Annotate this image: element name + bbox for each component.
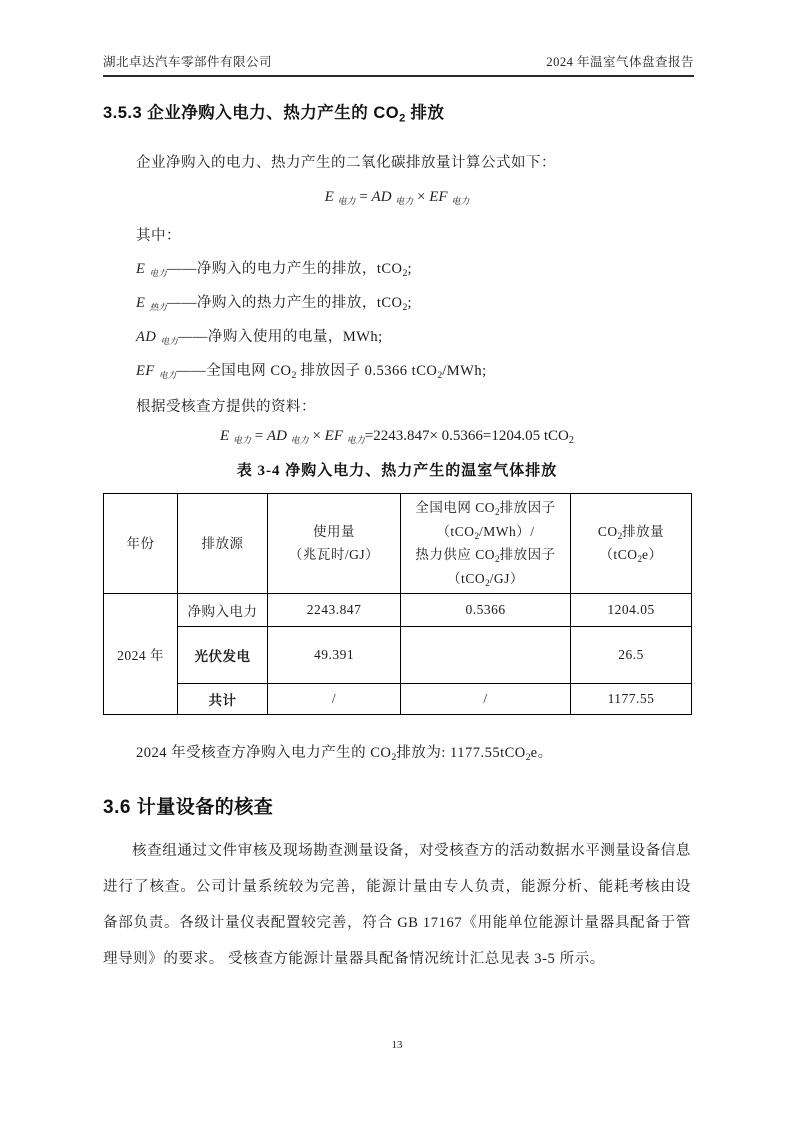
definition-line-ad: AD $_{电力}$——净购入使用的电量，MWh; <box>136 328 383 346</box>
intro-paragraph: 企业净购入的电力、热力产生的二氧化碳排放量计算公式如下： <box>136 155 556 172</box>
table-row-total <box>104 684 692 715</box>
emission-formula: E $_{电力}$ = AD $_{电力}$ × EF $_{电力}$ <box>324 189 470 207</box>
table-3-4-caption: 表 3-4 净购入电力、热力产生的温室气体排放 <box>236 462 558 479</box>
cell-emission: 26.5 <box>571 627 692 684</box>
col-header-usage: 使用量 （兆瓦时/GJ） <box>268 493 401 593</box>
cell-usage: / <box>268 684 401 715</box>
definition-line-e-electric: E $_{电力}$——净购入的电力产生的排放，tCO$_2$; <box>136 260 412 279</box>
header-report-title: 2024 年温室气体盘查报告 <box>546 55 694 69</box>
cell-factor: / <box>401 684 571 715</box>
emission-calculation: E $_{电力}$ = AD $_{电力}$ × EF $_{电力}$=2243.847× 0.5366=1204.05 tCO$_2$ <box>220 427 574 446</box>
cell-year: 2024 年 <box>104 594 178 715</box>
section-3-6-paragraph: 核查组通过文件审核及现场勘查测量设备，对受核查方的活动数据水平测量设备信息进行了核查。公司计量系统较为完善，能源计量由专人负责，能源分析、能耗考核由设备部负责。各级计量仪表配置较完善，符合 GB 17167《用能单位能源计量器具配备于管理导则》的要求。 受核查方能源计量器具配备情况统计汇总见表 3-5 所示。 <box>103 843 691 968</box>
cell-source: 光伏发电 <box>178 627 268 684</box>
col-header-year: 年份 <box>104 493 178 593</box>
table-3-4 <box>103 493 692 715</box>
page-number: 13 <box>391 1039 403 1051</box>
table-header-row <box>104 493 692 593</box>
definition-line-e-heat: E $_{热力}$——净购入的热力产生的排放，tCO$_2$; <box>136 294 412 313</box>
page-header <box>103 0 694 77</box>
cell-emission: 1177.55 <box>571 684 692 715</box>
col-header-factor: 全国电网 $CO_2$排放因子 （tCO$_2$/MWh）/ 热力供应 $CO_2$排放因子 （tCO$_2$/GJ） <box>401 493 571 593</box>
table-row-purchased-electricity <box>104 594 692 627</box>
section-3-6-heading: 3.6 计量设备的核查 <box>103 797 274 819</box>
cell-usage: 2243.847 <box>268 594 401 627</box>
among-label: 其中： <box>136 227 181 244</box>
based-on-paragraph: 根据受核查方提供的资料： <box>136 398 316 415</box>
section-3-5-3-heading: 3.5.3 企业净购入电力、热力产生的 $CO_2$ 排放 <box>103 104 445 125</box>
cell-source: 净购入电力 <box>178 594 268 627</box>
cell-emission: 1204.05 <box>571 594 692 627</box>
col-header-emission: $CO_2$排放量 （tCO$_2$e） <box>571 493 692 593</box>
header-company-name: 湖北卓达汽车零部件有限公司 <box>103 55 273 69</box>
col-header-source: 排放源 <box>178 493 268 593</box>
definition-line-ef: EF $_{电力}$——全国电网 $CO_2$ 排放因子 0.5366 tCO$_2$/MWh; <box>136 362 487 381</box>
cell-source: 共计 <box>178 684 268 715</box>
table-row-photovoltaic <box>104 627 692 684</box>
page-content <box>103 99 691 977</box>
cell-factor: 0.5366 <box>401 594 571 627</box>
table-summary-paragraph: 2024 年受核查方净购入电力产生的 $CO_2$排放为: 1177.55tCO$_2$e。 <box>136 745 553 764</box>
cell-usage: 49.391 <box>268 627 401 684</box>
cell-factor <box>401 627 571 684</box>
